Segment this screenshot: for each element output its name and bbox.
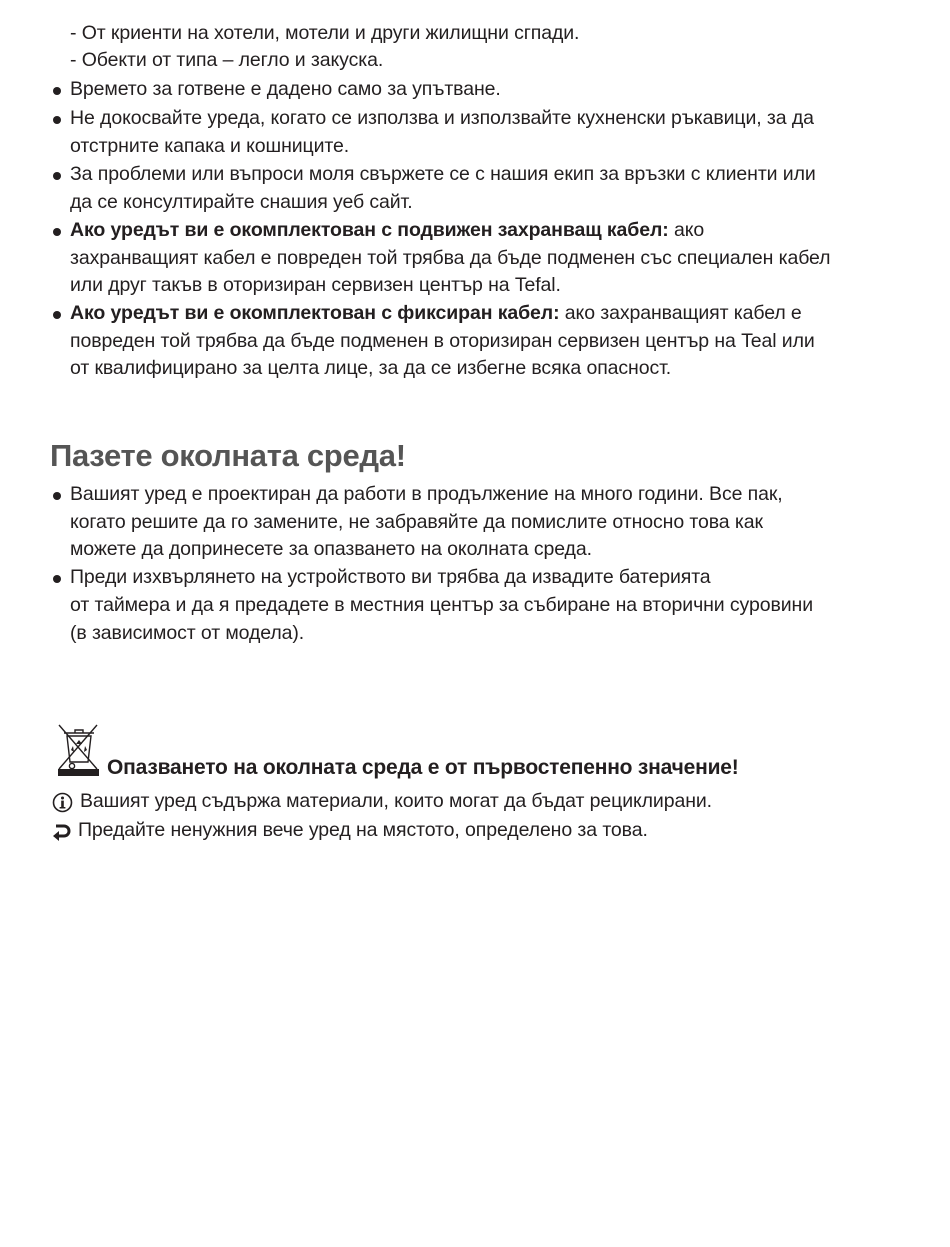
- crossed-bin-icon: [57, 724, 101, 778]
- return-arrow-icon: [52, 821, 73, 842]
- recyclable-note: [52, 788, 712, 816]
- bullet-line: или друг такъв в оторизиран сервизен център на Tefal.: [70, 274, 561, 296]
- dash-item: - От криенти на хотели, мотели и други жилищни сгпади.: [70, 22, 580, 44]
- lead-tail: ако захранващият кабел е: [559, 302, 802, 324]
- bullet-line: захранващият кабел е повреден той трябва да бъде подменен със специален кабел: [70, 246, 831, 269]
- note-text: Вашият уред съдържа материали, които могат да бъдат рециклирани.: [80, 790, 712, 812]
- bullet-line-lead: [70, 217, 900, 245]
- note-text: Предайте ненужния вече уред на мястото, определено за това.: [78, 819, 648, 841]
- bullet-line: За проблеми или въпроси моля свържете се с нашия екип за връзки с клиенти или: [70, 163, 816, 185]
- bullet-line: повреден той трябва да бъде подменен в оторизиран сервизен център на Teal или: [70, 329, 815, 352]
- bullet-item: [50, 481, 900, 564]
- bullet-line: Времето за готвене е дадено само за упътване.: [70, 78, 501, 100]
- bullet-dot: [53, 172, 61, 180]
- bold-lead: Ако уредът ви е окомплектован с фиксиран кабел:: [70, 302, 560, 324]
- importance-title: Опазването на околната среда е от първостепенно значение!: [107, 756, 739, 779]
- disposal-note: [52, 817, 648, 845]
- bullet-item: [50, 76, 900, 104]
- bullet-dot: [53, 116, 61, 124]
- bullet-line: когато решите да го замените, не забравяйте да помислите относно това как: [70, 510, 763, 533]
- bullet-item: [50, 300, 900, 383]
- bullet-line-lead: [70, 300, 900, 328]
- bullet-line: отстрните капака и кошниците.: [70, 134, 350, 157]
- bullet-line: да се консултирайте снашия уеб сайт.: [70, 190, 413, 213]
- bullet-line: (в зависимост от модела).: [70, 622, 305, 644]
- bullet-dot: [53, 311, 61, 319]
- bullet-dot: [53, 492, 61, 500]
- bullet-dot: [53, 575, 61, 583]
- section-heading: Пазете околната среда!: [50, 438, 406, 473]
- bold-lead: Ако уредът ви е окомплектован с подвижен захранващ кабел:: [70, 219, 669, 241]
- bullet-line: Не докосвайте уреда, когато се използва и използвайте кухненски ръкавици, за да: [70, 107, 814, 129]
- lead-tail: ако: [668, 219, 705, 241]
- bullet-item: [50, 105, 900, 160]
- info-icon: [52, 792, 73, 813]
- bullet-line: от квалифицирано за целта лице, за да се избегне всяка опасност.: [70, 357, 672, 379]
- bullet-dot: [53, 87, 61, 95]
- bullet-item: [50, 564, 900, 648]
- bullet-dot: [53, 228, 61, 236]
- bullet-item: [50, 217, 900, 300]
- bullet-item: [50, 161, 900, 216]
- bullet-line: от таймера и да я предадете в местния център за събиране на вторични суровини: [70, 593, 813, 616]
- dash-item: - Обекти от типа – легло и закуска.: [70, 49, 384, 71]
- bullet-line: Вашият уред е проектиран да работи в продължение на много години. Все пак,: [70, 483, 783, 505]
- bullet-line: можете да допринесете за опазването на околната среда.: [70, 538, 592, 560]
- bullet-line: Преди изхвърлянето на устройството ви трябва да извадите батерията: [70, 566, 711, 588]
